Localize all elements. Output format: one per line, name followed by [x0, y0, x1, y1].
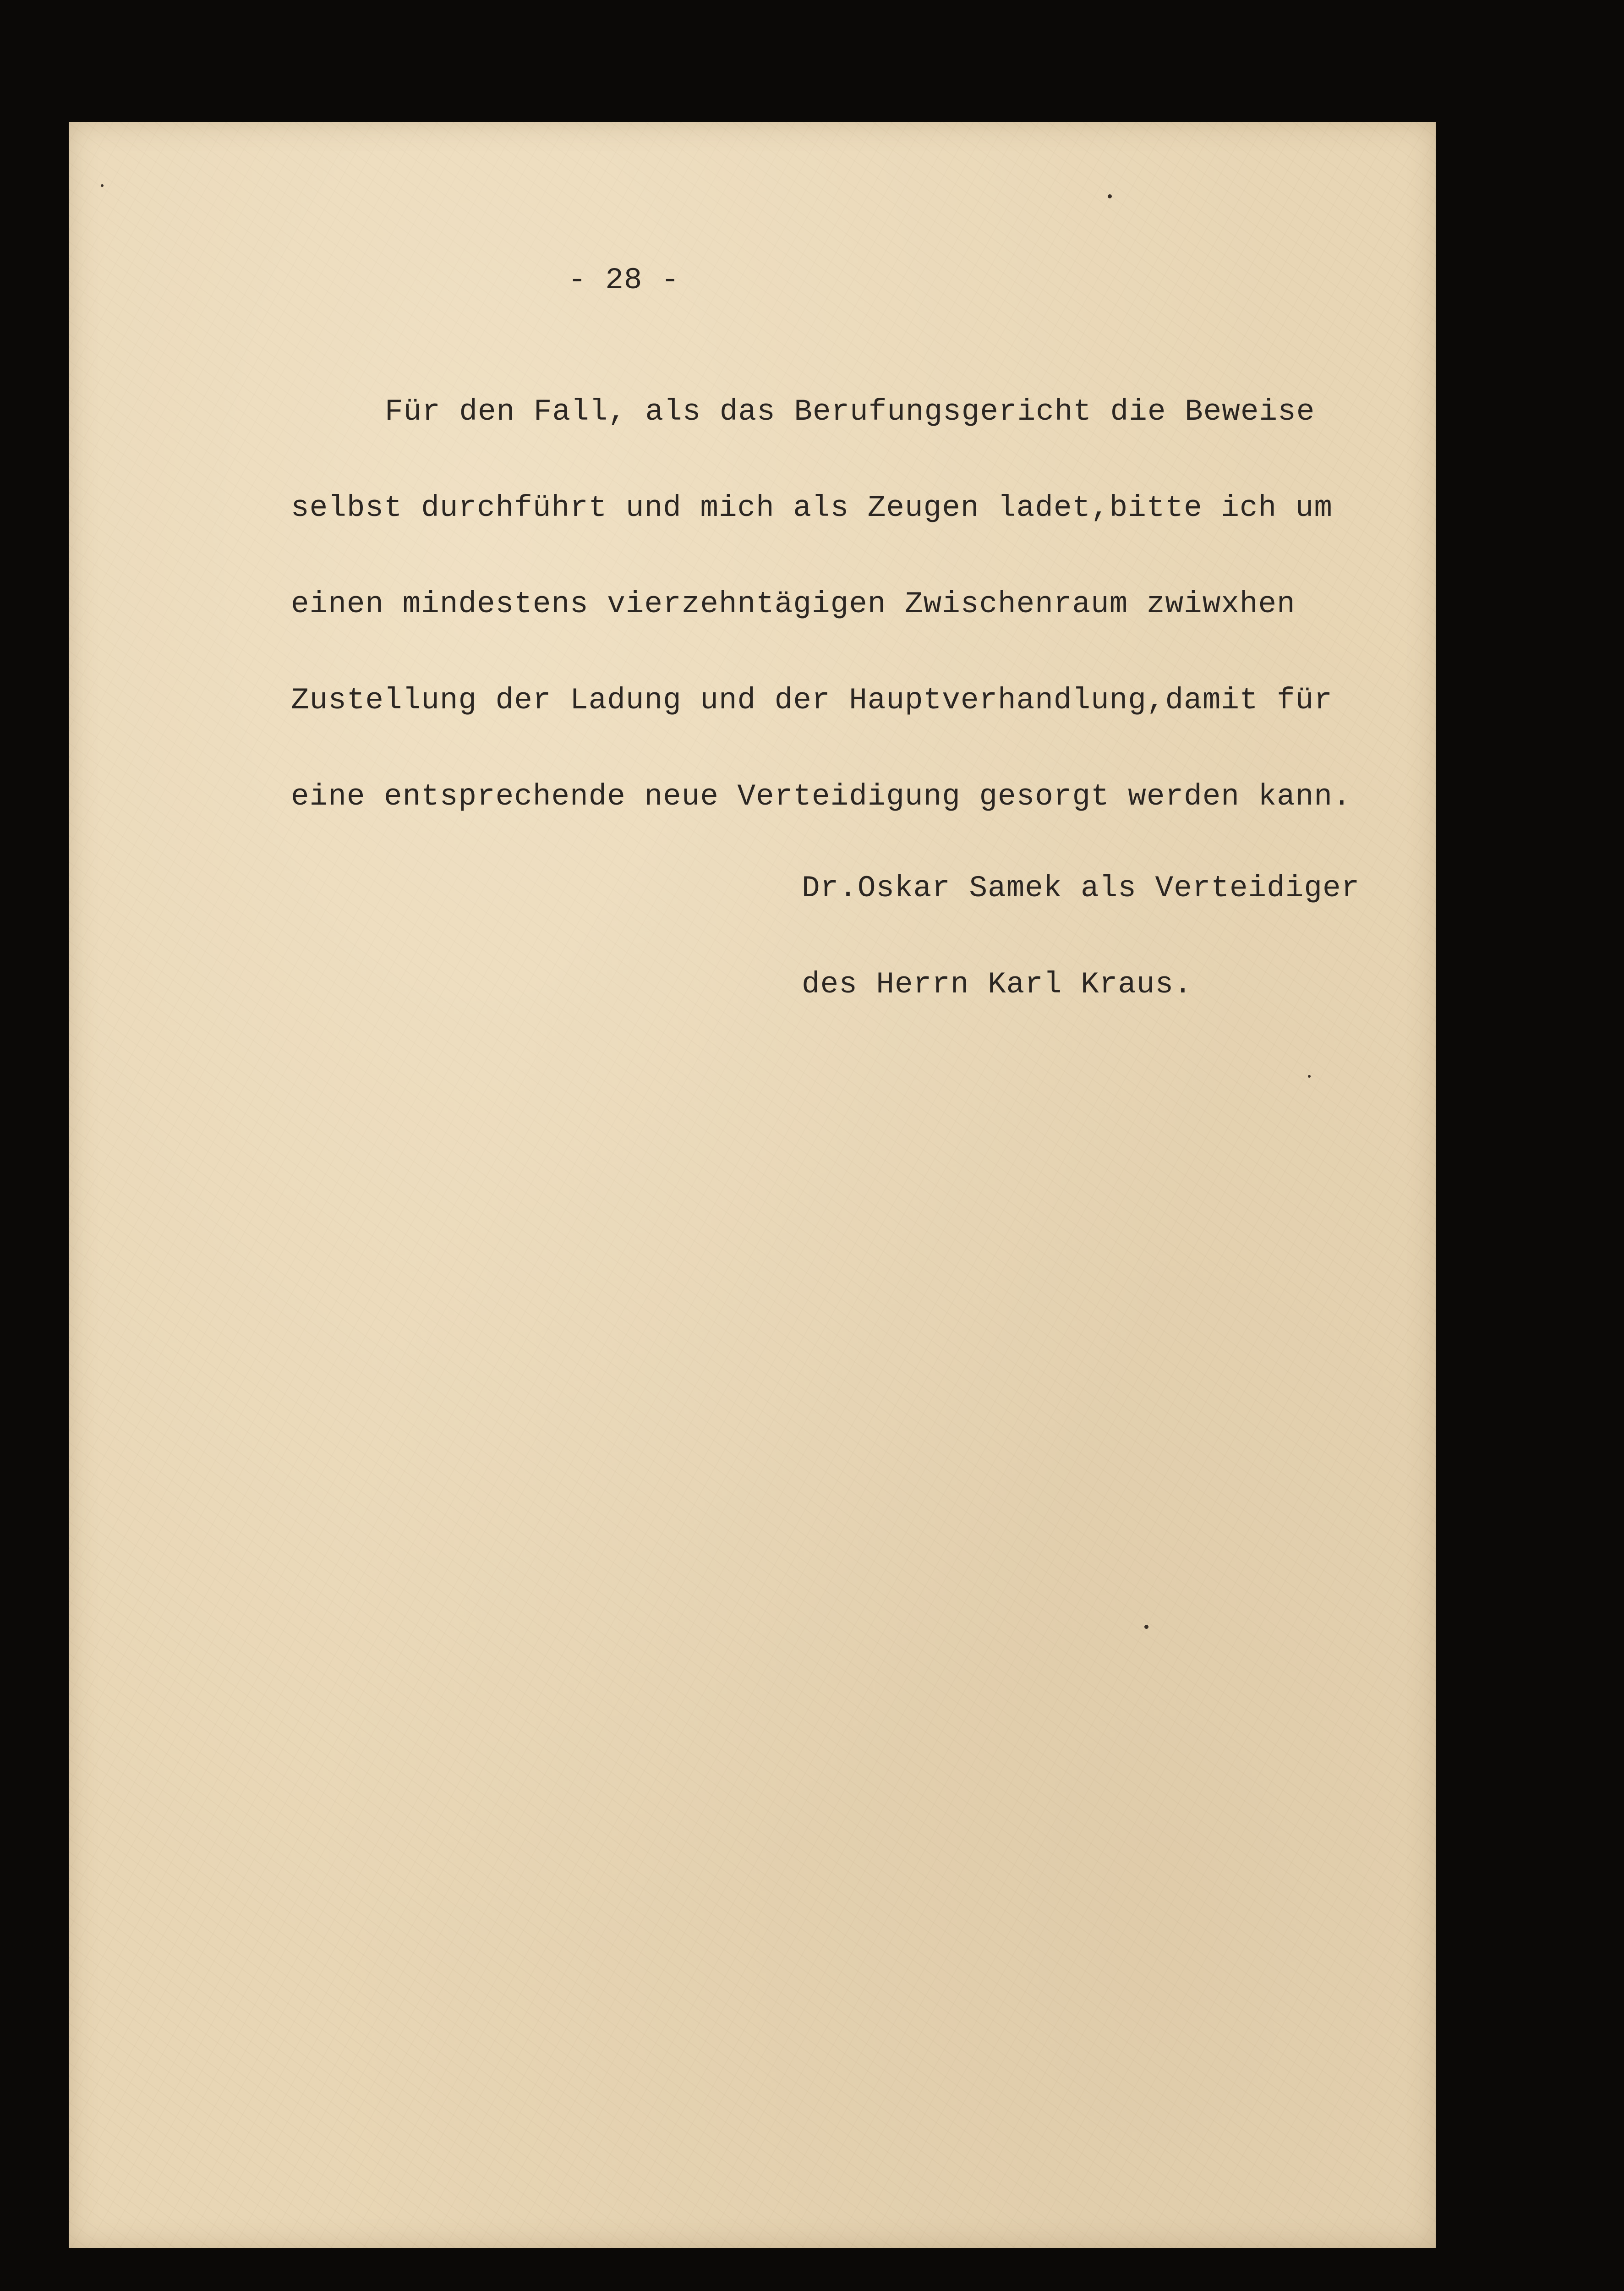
page-number: - 28 - [568, 263, 680, 297]
paper-sheet [69, 122, 1436, 2248]
body-line-1: Für den Fall, als das Berufungsgericht die Beweise [385, 395, 1315, 429]
signature-line-1: Dr.Oskar Samek als Verteidiger [802, 871, 1360, 905]
ink-speck [101, 184, 104, 187]
ink-speck [1308, 1075, 1311, 1078]
signature-line-2: des Herrn Karl Kraus. [802, 967, 1192, 1002]
body-line-3: einen mindestens vierzehntägigen Zwischenraum zwiwxhen [291, 587, 1296, 621]
body-line-5: eine entsprechende neue Verteidigung gesorgt werden kann. [291, 779, 1351, 814]
body-line-4: Zustellung der Ladung und der Hauptverhandlung,damit für [291, 683, 1333, 718]
body-line-2: selbst durchführt und mich als Zeugen ladet,bitte ich um [291, 491, 1333, 525]
ink-speck [1108, 194, 1112, 198]
ink-speck [1144, 1625, 1148, 1629]
